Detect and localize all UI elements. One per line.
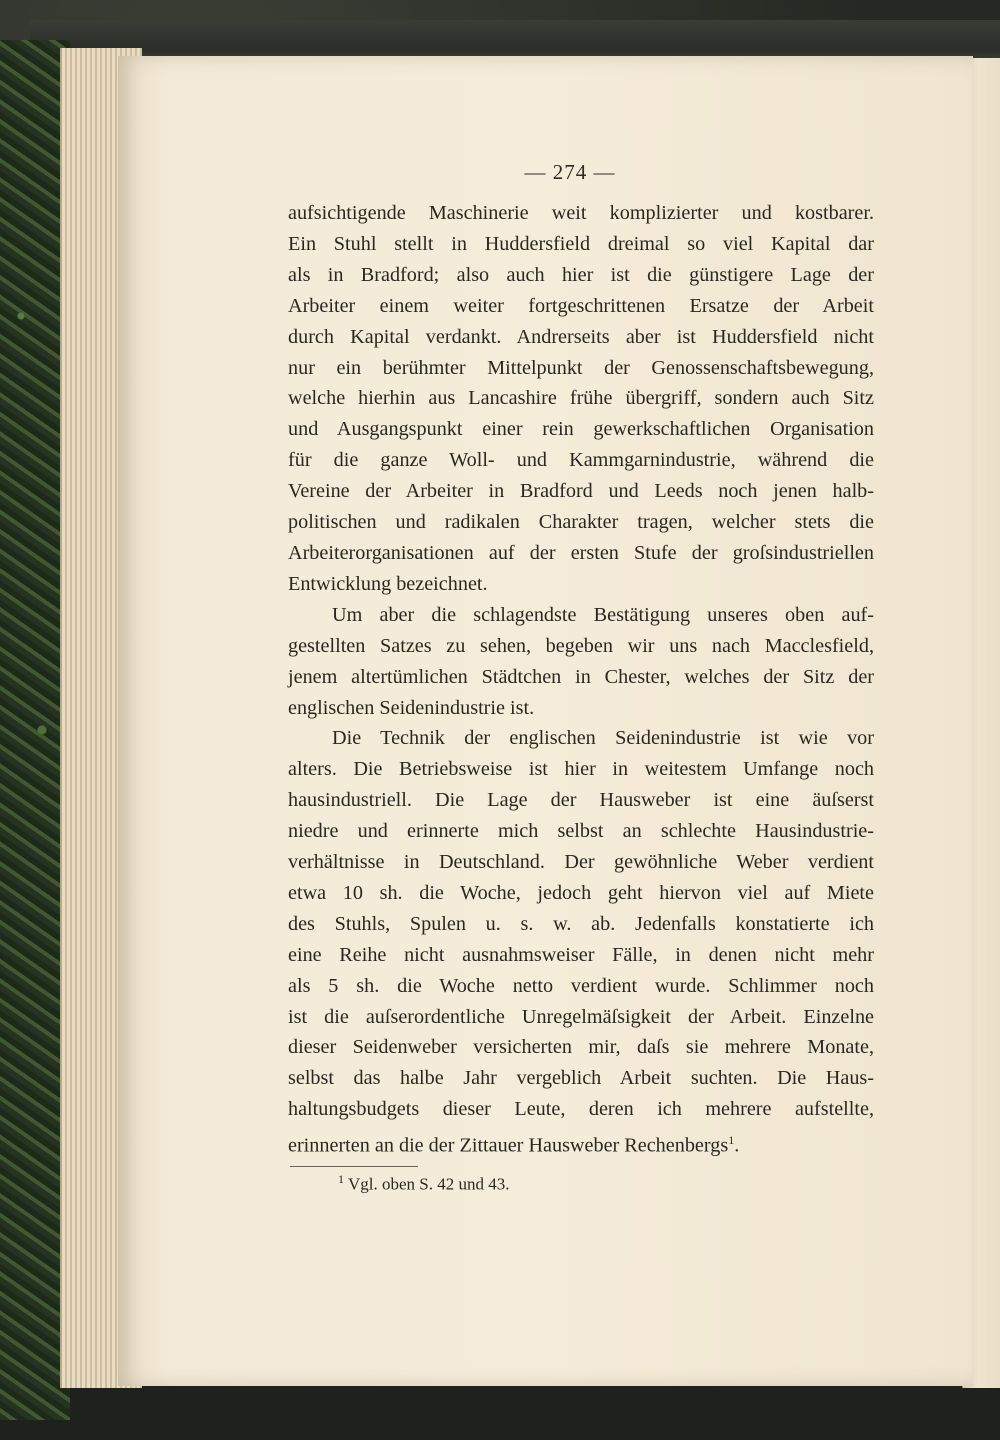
text-line: etwa 10 sh. die Woche, jedoch geht hiervon viel auf Miete <box>288 881 874 904</box>
text-line: für die ganze Woll- und Kammgarnindustrie, während die <box>288 449 874 472</box>
footnote-text: Vgl. oben S. 42 und 43. <box>347 1174 510 1194</box>
paragraph <box>288 600 874 724</box>
text-line: englischen Seidenindustrie ist. <box>288 696 535 719</box>
text-line: selbst das halbe Jahr vergeblich Arbeit suchten. Die Haus- <box>288 1067 874 1090</box>
text-line: Vereine der Arbeiter in Bradford und Leeds noch jenen halb- <box>288 480 874 503</box>
text-line: ist die auſserordentliche Unregelmäſsigkeit der Arbeit. Einzelne <box>288 1005 874 1028</box>
text-line: hausindustriell. Die Lage der Hausweber ist eine äuſserst <box>288 789 874 812</box>
text-line: aufsichtigende Maschinerie weit komplizierter und kostbarer. <box>288 202 874 224</box>
text-line: des Stuhls, Spulen u. s. w. ab. Jedenfalls konstatierte ich <box>288 912 874 935</box>
page-number: — 274 — <box>524 160 616 184</box>
footnote-divider <box>290 1166 418 1167</box>
footnote-marker: 1 <box>338 1172 344 1186</box>
paragraph <box>288 198 874 600</box>
text-line: verhältnisse in Deutschland. Der gewöhnliche Weber verdient <box>288 851 874 874</box>
text-line: niedre und erinnerte mich selbst an schlechte Hausindustrie- <box>288 820 874 843</box>
text-line: dieser Seidenweber versicherten mir, daſs sie mehrere Monate, <box>288 1036 874 1059</box>
text-line: Entwicklung bezeichnet. <box>288 572 488 595</box>
text-line: politischen und radikalen Charakter tragen, welcher stets die <box>288 511 874 534</box>
text-line: jenem altertümlichen Städtchen in Chester, welches der Sitz der <box>288 665 874 688</box>
text-line: nur ein berühmter Mittelpunkt der Genossenschaftsbewegung, <box>288 356 874 379</box>
paragraph <box>288 723 874 1161</box>
text-line: Die Technik der englischen Seidenindustrie ist wie vor <box>332 727 874 750</box>
footnote-reference: 1 <box>728 1133 735 1148</box>
footnote <box>338 1172 509 1195</box>
text-line: Arbeiterorganisationen auf der ersten Stufe der groſsindustriellen <box>288 541 874 564</box>
text-line: haltungsbudgets dieser Leute, deren ich mehrere aufstellte, <box>288 1098 874 1121</box>
text-line: Um aber die schlagendste Bestätigung unseres oben auf- <box>332 603 874 626</box>
text-line: als 5 sh. die Woche netto verdient wurde. Schlimmer noch <box>288 974 874 997</box>
text-line: erinnerten an die der Zittauer Hausweber Rechenbergs$^1$. <box>288 1133 740 1157</box>
text-line: gestellten Satzes zu sehen, begeben wir uns nach Macclesfield, <box>288 634 874 657</box>
text-line: als in Bradford; also auch hier ist die günstigere Lage der <box>288 263 874 286</box>
body-text <box>288 198 874 1162</box>
text-line: und Ausgangspunkt einer rein gewerkschaftlichen Organisation <box>288 418 874 441</box>
text-line: Arbeiter einem weiter fortgeschrittenen Ersatze der Arbeit <box>288 294 874 317</box>
text-line: Ein Stuhl stellt in Huddersfield dreimal so viel Kapital dar <box>288 232 874 255</box>
text-line: durch Kapital verdankt. Andrerseits aber ist Huddersfield nicht <box>288 325 874 348</box>
text-line: eine Reihe nicht ausnahmsweiser Fälle, in denen nicht mehr <box>288 943 874 966</box>
text-line: alters. Die Betriebsweise ist hier in weitestem Umfange noch <box>288 758 874 781</box>
text-line: welche hierhin aus Lancashire frühe übergriff, sondern auch Sitz <box>288 387 874 410</box>
